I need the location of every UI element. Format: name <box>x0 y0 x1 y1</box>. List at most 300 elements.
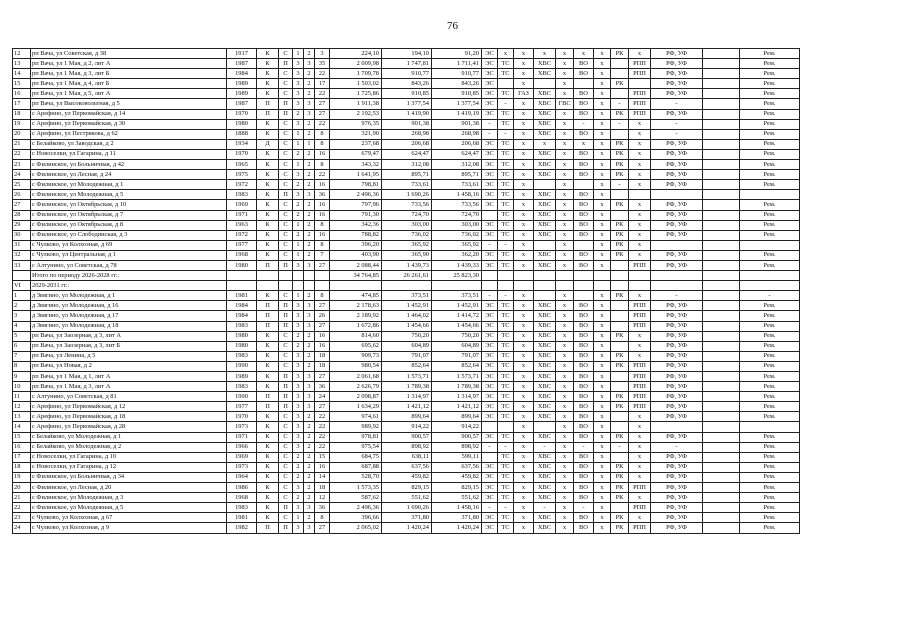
cell-s8: РК <box>611 149 629 159</box>
cell-s1: ЭС <box>482 382 498 392</box>
cell-c: 22 <box>315 89 330 99</box>
cell-s4: ХВС <box>534 89 556 99</box>
cell-b: 2 <box>304 493 315 503</box>
cell-b: 2 <box>304 412 315 422</box>
cell-v3: 206,68 <box>432 139 482 149</box>
cell-s9: РПП <box>629 523 651 533</box>
cell-s3: х <box>514 392 534 402</box>
cell-b: 2 <box>304 160 315 170</box>
cell-b: 3 <box>304 109 315 119</box>
cell-s1: ЭС <box>482 392 498 402</box>
empty-cell <box>498 271 514 281</box>
cell-s4: ХВС <box>534 513 556 523</box>
table-row <box>13 442 800 452</box>
cell-s7: х <box>594 109 611 119</box>
cell-v1: 978,81 <box>330 432 382 442</box>
empty-cell <box>498 281 514 291</box>
cell-s11 <box>703 129 740 139</box>
cell-v1: 528,70 <box>330 472 382 482</box>
cell-v1: 396,66 <box>330 513 382 523</box>
cell-v3: 1 711,41 <box>432 59 482 69</box>
cell-no: 33 <box>13 260 31 270</box>
cell-a: 3 <box>293 483 304 493</box>
cell-t: П <box>279 311 293 321</box>
cell-a: 3 <box>293 503 304 513</box>
cell-c: 8 <box>315 160 330 170</box>
cell-v1: 1 672,86 <box>330 321 382 331</box>
cell-b: 2 <box>304 180 315 190</box>
cell-a: 2 <box>293 341 304 351</box>
cell-s7: х <box>594 452 611 462</box>
cell-mat: Д <box>257 139 279 149</box>
cell-s10: РФ, УФ <box>651 351 703 361</box>
cell-no: 15 <box>13 432 31 442</box>
cell-b: 2 <box>304 230 315 240</box>
cell-s6: ВО <box>574 321 594 331</box>
cell-s7: х <box>594 503 611 513</box>
cell-s5: х <box>556 240 574 250</box>
cell-mat: К <box>257 200 279 210</box>
cell-s3: х <box>514 503 534 513</box>
cell-s12: Рем. <box>740 452 800 462</box>
table-row <box>13 139 800 149</box>
cell-s8 <box>611 129 629 139</box>
cell-v3: 899,64 <box>432 412 482 422</box>
cell-s1: ЭС <box>482 49 498 59</box>
cell-v3: 901,38 <box>432 119 482 129</box>
cell-s3: х <box>514 311 534 321</box>
cell-s4: ХВС <box>534 59 556 69</box>
cell-v2: 1 690,26 <box>382 190 432 200</box>
table-row <box>13 503 800 513</box>
cell-v1: 1 911,38 <box>330 99 382 109</box>
cell-v2: 852,64 <box>382 361 432 371</box>
cell-s2: ТС <box>498 180 514 190</box>
cell-s11 <box>703 99 740 109</box>
cell-s6 <box>574 240 594 250</box>
cell-addr: рп Вача, ул Высоковольтная, д 5 <box>31 99 227 109</box>
cell-t: С <box>279 513 293 523</box>
cell-addr: с Филинское, ул Молодежная, д 1 <box>31 180 227 190</box>
cell-year: 1972 <box>227 180 257 190</box>
cell-s4: ХВС <box>534 99 556 109</box>
cell-c: 16 <box>315 149 330 159</box>
cell-s3: х <box>514 170 534 180</box>
cell-a: 1 <box>293 129 304 139</box>
cell-t: С <box>279 160 293 170</box>
cell-s12: Рем. <box>740 220 800 230</box>
cell-addr: с Новоселки, ул Гагарина, д 11 <box>31 149 227 159</box>
cell-s11 <box>703 462 740 472</box>
cell-v1: 1 725,86 <box>330 89 382 99</box>
cell-addr: с Арефино, ул Первомайская, д 18 <box>31 412 227 422</box>
cell-v1: 974,61 <box>330 412 382 422</box>
cell-s5: х <box>556 382 574 392</box>
cell-t: С <box>279 422 293 432</box>
cell-v3: 604,89 <box>432 341 482 351</box>
cell-addr: с Новоселки, ул Гагарина, д 10 <box>31 452 227 462</box>
cell-v2: 1 690,26 <box>382 503 432 513</box>
cell-t: С <box>279 493 293 503</box>
cell-s4: ХВС <box>534 472 556 482</box>
cell-v1: 2 626,79 <box>330 382 382 392</box>
cell-s1: ЭС <box>482 462 498 472</box>
cell-s11 <box>703 59 740 69</box>
cell-s10: РФ, УФ <box>651 361 703 371</box>
cell-s1: - <box>482 291 498 301</box>
cell-a: 1 <box>293 139 304 149</box>
cell-s11 <box>703 291 740 301</box>
empty-cell <box>740 281 800 291</box>
cell-s2: ТС <box>498 139 514 149</box>
empty-cell <box>594 281 611 291</box>
cell-no: 20 <box>13 483 31 493</box>
cell-no: 5 <box>13 331 31 341</box>
cell-s10: РФ, УФ <box>651 432 703 442</box>
cell-s12: Рем. <box>740 402 800 412</box>
cell-s7: х <box>594 291 611 301</box>
cell-addr: с Чулково, ул Колхозная, д 67 <box>31 513 227 523</box>
cell-year: 1987 <box>227 59 257 69</box>
cell-mat: К <box>257 493 279 503</box>
cell-v1: 909,73 <box>330 351 382 361</box>
table-row <box>13 59 800 69</box>
cell-s10: РФ, УФ <box>651 59 703 69</box>
empty-cell <box>534 271 556 281</box>
cell-a: 1 <box>293 160 304 170</box>
cell-s6: ВО <box>574 523 594 533</box>
cell-s3: ГАЗ <box>514 89 534 99</box>
cell-s2: ТС <box>498 493 514 503</box>
table-row <box>13 361 800 371</box>
cell-s3: х <box>514 139 534 149</box>
cell-no: 1 <box>13 291 31 301</box>
cell-c: 16 <box>315 462 330 472</box>
cell-v1: 343,32 <box>330 160 382 170</box>
cell-b: 3 <box>304 59 315 69</box>
table-row <box>13 69 800 79</box>
cell-mat: К <box>257 331 279 341</box>
cell-v1: 695,62 <box>330 341 382 351</box>
cell-t: С <box>279 250 293 260</box>
cell-a: 3 <box>293 260 304 270</box>
cell-s4: х <box>534 49 556 59</box>
cell-s7: х <box>594 149 611 159</box>
cell-s3: х <box>514 412 534 422</box>
cell-c: 36 <box>315 503 330 513</box>
cell-s5: х <box>556 351 574 361</box>
cell-t: П <box>279 382 293 392</box>
cell-c: 8 <box>315 220 330 230</box>
cell-mat: К <box>257 190 279 200</box>
cell-s6: ВО <box>574 149 594 159</box>
cell-v3: 371,80 <box>432 513 482 523</box>
cell-s8 <box>611 190 629 200</box>
cell-s10: РФ, УФ <box>651 483 703 493</box>
cell-s3: х <box>514 210 534 220</box>
cell-s1: ЭС <box>482 139 498 149</box>
cell-s8 <box>611 452 629 462</box>
cell-b: 2 <box>304 210 315 220</box>
cell-s9: РПП <box>629 311 651 321</box>
cell-t: П <box>279 301 293 311</box>
cell-b: 2 <box>304 432 315 442</box>
cell-s11 <box>703 69 740 79</box>
cell-no: 23 <box>13 160 31 170</box>
cell-mat: П <box>257 260 279 270</box>
cell-t: С <box>279 210 293 220</box>
cell-v1: 2 065,02 <box>330 523 382 533</box>
cell-v1: 788,82 <box>330 230 382 240</box>
cell-s11 <box>703 210 740 220</box>
cell-no: 13 <box>13 412 31 422</box>
cell-a: 1 <box>293 250 304 260</box>
cell-v1: 2 496,36 <box>330 503 382 513</box>
cell-v1: 224,10 <box>330 49 382 59</box>
cell-a: 3 <box>293 412 304 422</box>
cell-s2: ТС <box>498 351 514 361</box>
cell-b: 2 <box>304 452 315 462</box>
cell-s2: ТС <box>498 321 514 331</box>
cell-s12: Рем. <box>740 180 800 190</box>
cell-v2: 206,68 <box>382 139 432 149</box>
cell-mat: К <box>257 472 279 482</box>
cell-mat: К <box>257 372 279 382</box>
cell-s1: ЭС <box>482 69 498 79</box>
cell-s7: х <box>594 59 611 69</box>
cell-b: 3 <box>304 311 315 321</box>
cell-mat: К <box>257 79 279 89</box>
empty-cell <box>534 281 556 291</box>
cell-s3: х <box>514 301 534 311</box>
cell-s5: х <box>556 301 574 311</box>
cell-v2: 736,02 <box>382 230 432 240</box>
cell-t: П <box>279 503 293 513</box>
cell-addr: с Филинское, ул Лесная, д 20 <box>31 483 227 493</box>
cell-s10: РФ, УФ <box>651 493 703 503</box>
cell-s2: - <box>498 503 514 513</box>
cell-s11 <box>703 523 740 533</box>
cell-t: П <box>279 59 293 69</box>
cell-s4: ХВС <box>534 301 556 311</box>
cell-s10: РФ, УФ <box>651 230 703 240</box>
cell-s10: РФ, УФ <box>651 160 703 170</box>
cell-v1: 1 641,95 <box>330 170 382 180</box>
cell-addr: с Арефино, ул Первомайская, д 28 <box>31 422 227 432</box>
cell-s7: х <box>594 119 611 129</box>
cell-c: 3 <box>315 49 330 59</box>
cell-v2: 791,07 <box>382 351 432 361</box>
total-v3 <box>432 281 482 291</box>
cell-s3: х <box>514 260 534 270</box>
cell-t: С <box>279 49 293 59</box>
cell-s7: х <box>594 321 611 331</box>
cell-s3: х <box>514 230 534 240</box>
cell-s6: ВО <box>574 361 594 371</box>
cell-v3: 733,56 <box>432 200 482 210</box>
cell-s8: РК <box>611 523 629 533</box>
cell-no: 20 <box>13 129 31 139</box>
cell-s12: Рем. <box>740 442 800 452</box>
cell-s6: ВО <box>574 392 594 402</box>
cell-t: П <box>279 392 293 402</box>
cell-s2 <box>498 422 514 432</box>
cell-s1: - <box>482 119 498 129</box>
cell-s10: РФ, УФ <box>651 372 703 382</box>
cell-a: 2 <box>293 331 304 341</box>
cell-c: 27 <box>315 321 330 331</box>
cell-s8: РК <box>611 432 629 442</box>
cell-a: 3 <box>293 190 304 200</box>
cell-s7: х <box>594 483 611 493</box>
cell-s8: РК <box>611 392 629 402</box>
cell-s1: ЭС <box>482 301 498 311</box>
cell-addr: рп Вача, ул 1 Мая, д 1, лит А <box>31 372 227 382</box>
cell-no: 17 <box>13 452 31 462</box>
cell-s11 <box>703 432 740 442</box>
cell-s11 <box>703 260 740 270</box>
cell-s11 <box>703 483 740 493</box>
cell-s3: х <box>514 220 534 230</box>
cell-addr: рп Вача, ул Новая, д 2 <box>31 361 227 371</box>
cell-s9: РПП <box>629 372 651 382</box>
cell-a: 2 <box>293 149 304 159</box>
table-row <box>13 89 800 99</box>
cell-t: С <box>279 472 293 482</box>
cell-s11 <box>703 472 740 482</box>
cell-s10: РФ, УФ <box>651 392 703 402</box>
cell-s5: х <box>556 190 574 200</box>
cell-c: 36 <box>315 382 330 392</box>
cell-v1: 2 178,63 <box>330 301 382 311</box>
cell-year: 1983 <box>227 351 257 361</box>
cell-a: 2 <box>293 452 304 462</box>
cell-s3: х <box>514 149 534 159</box>
cell-s3: х <box>514 99 534 109</box>
cell-v3: 1 454,66 <box>432 321 482 331</box>
cell-s9: РПП <box>629 99 651 109</box>
cell-s4: ХВС <box>534 119 556 129</box>
cell-s5: х <box>556 119 574 129</box>
cell-s6: ВО <box>574 210 594 220</box>
cell-addr: с Филинское, ул Лесная, д 24 <box>31 170 227 180</box>
cell-s8: РК <box>611 240 629 250</box>
cell-s8: РК <box>611 250 629 260</box>
cell-a: 2 <box>293 109 304 119</box>
cell-addr: д Звягино, ул Молодежная, д 16 <box>31 301 227 311</box>
cell-s9 <box>629 79 651 89</box>
cell-s12: Рем. <box>740 432 800 442</box>
cell-c: 27 <box>315 109 330 119</box>
cell-s4: ХВС <box>534 331 556 341</box>
cell-c: 16 <box>315 341 330 351</box>
cell-a: 2 <box>293 493 304 503</box>
cell-s4: ХВС <box>534 351 556 361</box>
cell-v3: 900,57 <box>432 432 482 442</box>
cell-s3: х <box>514 160 534 170</box>
cell-s10: - <box>651 119 703 129</box>
cell-s4: ХВС <box>534 210 556 220</box>
cell-no: 17 <box>13 99 31 109</box>
cell-s5: х <box>556 291 574 301</box>
cell-a: 3 <box>293 372 304 382</box>
cell-s10: РФ, УФ <box>651 412 703 422</box>
cell-s10: РФ, УФ <box>651 402 703 412</box>
empty-cell <box>514 281 534 291</box>
empty-cell <box>611 271 629 281</box>
cell-year: 1983 <box>227 382 257 392</box>
cell-v2: 843,26 <box>382 79 432 89</box>
cell-s1: ЭС <box>482 149 498 159</box>
cell-s2: - <box>498 99 514 109</box>
cell-no: 22 <box>13 149 31 159</box>
cell-s4: ХВС <box>534 483 556 493</box>
cell-s3: х <box>514 250 534 260</box>
cell-addr: рп Вача, ул 1 Мая, д 5, лит А <box>31 89 227 99</box>
cell-s2: ТС <box>498 462 514 472</box>
cell-v1: 814,60 <box>330 331 382 341</box>
cell-s2: х <box>498 49 514 59</box>
cell-s3: х <box>514 79 534 89</box>
cell-addr: с Алтунино, ул Советская, д 81 <box>31 392 227 402</box>
cell-mat: К <box>257 351 279 361</box>
cell-s8: РК <box>611 200 629 210</box>
cell-s9: х <box>629 432 651 442</box>
cell-t: С <box>279 180 293 190</box>
cell-v2: 365,90 <box>382 250 432 260</box>
cell-s7: х <box>594 240 611 250</box>
cell-addr: с Арефино, ул Первомайская, д 12 <box>31 402 227 412</box>
cell-b: 3 <box>304 260 315 270</box>
cell-s6: ВО <box>574 372 594 382</box>
cell-s7: х <box>594 301 611 311</box>
table-row <box>13 301 800 311</box>
cell-v1: 403,90 <box>330 250 382 260</box>
cell-year: 1983 <box>227 190 257 200</box>
cell-c: 18 <box>315 361 330 371</box>
cell-s5: х <box>556 321 574 331</box>
cell-s8 <box>611 69 629 79</box>
cell-addr: с Чулково, ул Центральная, д 1 <box>31 250 227 260</box>
cell-s7: х <box>594 493 611 503</box>
cell-s4: ХВС <box>534 392 556 402</box>
cell-s5: х <box>556 170 574 180</box>
table-row <box>13 119 800 129</box>
cell-v1: 342,36 <box>330 220 382 230</box>
cell-s11 <box>703 220 740 230</box>
cell-no: 6 <box>13 341 31 351</box>
cell-s11 <box>703 301 740 311</box>
cell-s3: х <box>514 200 534 210</box>
table-row <box>13 79 800 89</box>
cell-a: 3 <box>293 392 304 402</box>
cell-v3: 1 573,71 <box>432 372 482 382</box>
cell-year: 1973 <box>227 422 257 432</box>
cell-t: П <box>279 372 293 382</box>
cell-s9: РПП <box>629 89 651 99</box>
cell-s7: х <box>594 341 611 351</box>
cell-s6: ВО <box>574 200 594 210</box>
cell-year: 1968 <box>227 250 257 260</box>
cell-mat: К <box>257 341 279 351</box>
cell-mat: К <box>257 442 279 452</box>
cell-s12: Рем. <box>740 129 800 139</box>
cell-no: 25 <box>13 180 31 190</box>
cell-s5: х <box>556 69 574 79</box>
cell-no: 19 <box>13 472 31 482</box>
cell-s7: х <box>594 200 611 210</box>
cell-s1: ЭС <box>482 89 498 99</box>
